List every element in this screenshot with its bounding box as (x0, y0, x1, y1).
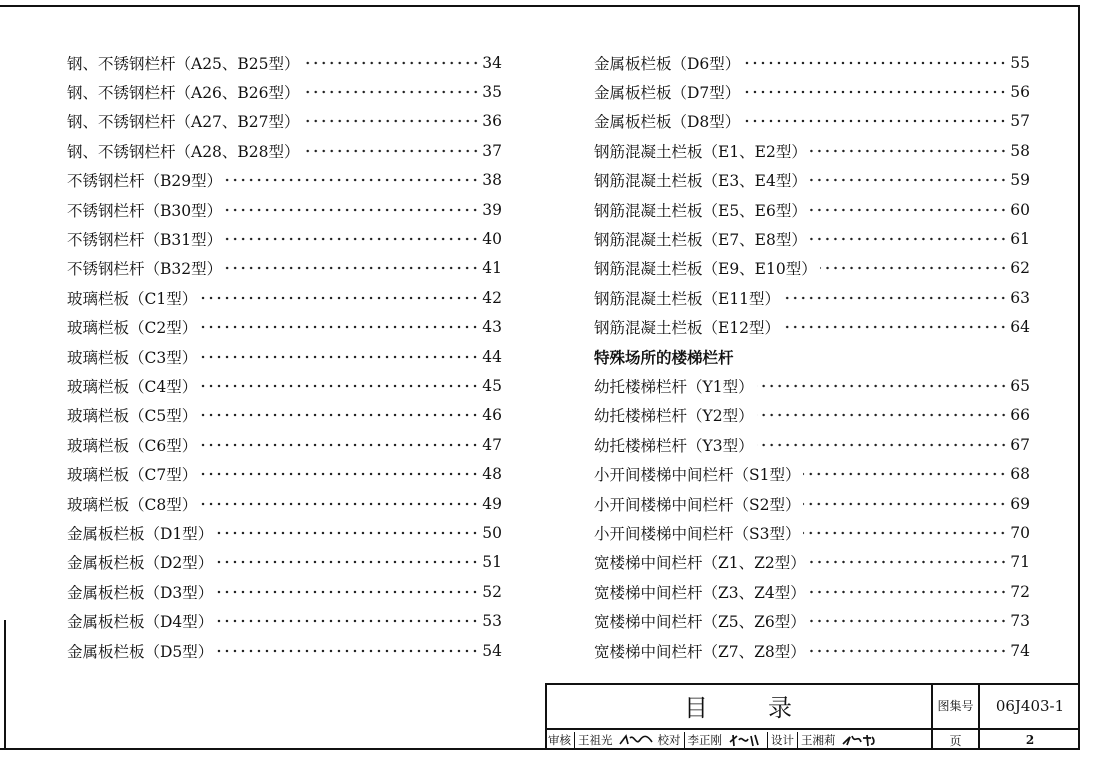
toc-leader-dots (303, 118, 480, 124)
toc-entry (594, 77, 1030, 106)
toc-leader-dots (216, 648, 479, 654)
toc-leader-dots (216, 559, 479, 565)
catalog-title: 目录 (684, 694, 852, 722)
toc-entry-title: 玻璃栏板（C2型） (67, 319, 198, 338)
toc-leader-dots (809, 589, 1008, 595)
toc-entry (67, 489, 502, 518)
toc-entry (594, 430, 1030, 459)
toc-entry-page: 50 (482, 523, 502, 542)
toc-entry-page: 56 (1010, 83, 1030, 102)
toc-entry-page: 47 (482, 435, 502, 454)
toc-entry (67, 606, 502, 635)
toc-entry-page: 36 (482, 112, 502, 131)
toc-entry-page: 61 (1010, 230, 1030, 249)
toc-entry-page: 68 (1010, 465, 1030, 484)
toc-entry-page: 34 (482, 53, 502, 72)
toc-entry-title: 金属板栏板（D5型） (67, 642, 214, 661)
check-label: 校对 (658, 732, 685, 748)
toc-entry-title: 钢筋混凝土栏板（E11型） (594, 289, 781, 308)
toc-leader-dots (809, 559, 1008, 565)
toc-entry (67, 48, 502, 77)
toc-leader-dots (803, 471, 1007, 477)
toc-leader-dots (810, 148, 1007, 154)
toc-entry-title: 钢、不锈钢栏杆（A28、B28型） (67, 142, 300, 161)
toc-leader-dots (216, 530, 479, 536)
toc-entry (67, 548, 502, 577)
toc-entry-title: 钢筋混凝土栏板（E7、E8型） (594, 231, 807, 250)
toc-entry-page: 41 (482, 259, 502, 278)
toc-entry-title: 不锈钢栏杆（B29型） (67, 172, 223, 191)
review-label: 审核 (548, 732, 575, 748)
toc-leader-dots (216, 589, 479, 595)
frame-right-border (1078, 5, 1080, 750)
toc-entry-page: 48 (482, 465, 502, 484)
toc-leader-dots (200, 442, 479, 448)
toc-entry (594, 48, 1030, 77)
toc-entry-page: 39 (482, 200, 502, 219)
toc-leader-dots (809, 618, 1008, 624)
toc-entry-title: 幼托楼梯栏杆（Y2型） (594, 407, 754, 426)
toc-entry-page: 62 (1010, 259, 1030, 278)
toc-entry (594, 518, 1030, 547)
toc-entry-page: 40 (482, 230, 502, 249)
toc-entry (594, 224, 1030, 253)
toc-entry-title: 钢筋混凝土栏板（E5、E6型） (594, 201, 807, 220)
toc-leader-dots (783, 295, 1007, 301)
reviewer-signature-icon (618, 732, 654, 748)
reviewer-name: 王祖光 (578, 733, 613, 747)
toc-entry-page: 35 (482, 83, 502, 102)
toc-entry (67, 577, 502, 606)
toc-leader-dots (200, 324, 479, 330)
toc-entry-title: 小开间楼梯中间栏杆（S2型） (594, 495, 801, 514)
toc-leader-dots (809, 648, 1008, 654)
toc-entry-page: 45 (482, 376, 502, 395)
toc-leader-dots (303, 60, 480, 66)
toc-entry (67, 224, 502, 253)
toc-entry-title: 金属板栏板（D8型） (594, 113, 741, 132)
toc-entry-page: 58 (1010, 141, 1030, 160)
toc-leader-dots (810, 236, 1007, 242)
toc-entry-page: 60 (1010, 200, 1030, 219)
toc-entry (67, 430, 502, 459)
toc-leader-dots (783, 324, 1007, 330)
toc-leader-dots (225, 177, 479, 183)
toc-entry-title: 钢、不锈钢栏杆（A27、B27型） (67, 113, 300, 132)
toc-entry-page: 72 (1010, 582, 1030, 601)
toc-entry (594, 371, 1030, 400)
atlas-number-label: 图集号 (937, 699, 974, 713)
toc-entry-title: 幼托楼梯栏杆（Y1型） (594, 377, 754, 396)
toc-entry-page: 53 (482, 612, 502, 631)
toc-entry (594, 489, 1030, 518)
toc-entry (594, 136, 1030, 165)
toc-entry-page: 74 (1010, 641, 1030, 660)
toc-leader-dots (810, 177, 1007, 183)
toc-entry (67, 342, 502, 371)
toc-entry (594, 577, 1030, 606)
toc-leader-dots (303, 89, 480, 95)
toc-leader-dots (757, 383, 1008, 389)
toc-entry (594, 606, 1030, 635)
toc-entry-title: 不锈钢栏杆（B31型） (67, 231, 223, 250)
toc-leader-dots (225, 265, 479, 271)
toc-entry (67, 195, 502, 224)
toc-entry (67, 518, 502, 547)
checker-name: 李正刚 (687, 733, 722, 747)
toc-entry-title: 玻璃栏板（C5型） (67, 407, 198, 426)
toc-entry-page: 38 (482, 171, 502, 190)
toc-entry-title: 小开间楼梯中间栏杆（S1型） (594, 466, 801, 485)
toc-entry (594, 166, 1030, 195)
toc-entry-title: 钢、不锈钢栏杆（A26、B26型） (67, 84, 300, 103)
toc-entry-title: 钢筋混凝土栏板（E12型） (594, 319, 781, 338)
toc-entry-title: 金属板栏板（D4型） (67, 613, 214, 632)
toc-entry-title: 钢筋混凝土栏板（E9、E10型） (594, 260, 817, 279)
toc-entry-page: 70 (1010, 523, 1030, 542)
toc-leader-dots (216, 618, 479, 624)
toc-leader-dots (810, 207, 1007, 213)
toc-entry (67, 107, 502, 136)
frame-top-border (0, 5, 1080, 7)
page-number: 2 (1025, 733, 1035, 747)
toc-entry (594, 195, 1030, 224)
toc-left-column (67, 48, 502, 665)
toc-entry (594, 636, 1030, 665)
checker-signature-icon (727, 732, 763, 748)
toc-entry-title: 不锈钢栏杆（B30型） (67, 201, 223, 220)
toc-entry-title: 幼托楼梯栏杆（Y3型） (594, 436, 754, 455)
toc-entry-page: 52 (482, 582, 502, 601)
frame-left-border (4, 620, 6, 750)
toc-entry (67, 401, 502, 430)
toc-leader-dots (803, 530, 1007, 536)
toc-entry-page: 43 (482, 318, 502, 337)
toc-entry (67, 254, 502, 283)
toc-entry (67, 636, 502, 665)
toc-entry (67, 77, 502, 106)
toc-entry-page: 59 (1010, 171, 1030, 190)
toc-entry-page: 73 (1010, 612, 1030, 631)
toc-entry-page: 69 (1010, 494, 1030, 513)
toc-leader-dots (200, 412, 479, 418)
toc-entry-page: 65 (1010, 376, 1030, 395)
toc-entry-page: 42 (482, 288, 502, 307)
toc-entry (67, 459, 502, 488)
toc-leader-dots (200, 383, 479, 389)
title-block (545, 683, 1080, 750)
toc-entry-page: 71 (1010, 553, 1030, 572)
toc-entry-title: 金属板栏板（D1型） (67, 524, 214, 543)
designer-name: 王湘莉 (801, 733, 836, 747)
toc-entry-page: 66 (1010, 406, 1030, 425)
toc-entry-page: 67 (1010, 435, 1030, 454)
toc-entry-title: 钢筋混凝土栏板（E1、E2型） (594, 142, 807, 161)
toc-entry-title: 宽楼梯中间栏杆（Z3、Z4型） (594, 583, 806, 602)
toc-entry-title: 玻璃栏板（C6型） (67, 436, 198, 455)
toc-leader-dots (303, 148, 480, 154)
toc-leader-dots (757, 412, 1008, 418)
toc-entry-page: 49 (482, 494, 502, 513)
toc-entry-page: 46 (482, 406, 502, 425)
signature-row (545, 730, 931, 750)
toc-leader-dots (820, 265, 1008, 271)
toc-entry (67, 371, 502, 400)
toc-entry-title: 宽楼梯中间栏杆（Z5、Z6型） (594, 613, 806, 632)
designer-signature-icon (841, 732, 877, 748)
toc-leader-dots (200, 471, 479, 477)
toc-entry-title: 小开间楼梯中间栏杆（S3型） (594, 524, 801, 543)
toc-leader-dots (200, 295, 479, 301)
toc-entry-title: 玻璃栏板（C1型） (67, 289, 198, 308)
design-label: 设计 (767, 732, 798, 748)
toc-leader-dots (757, 442, 1008, 448)
toc-entry (594, 401, 1030, 430)
toc-leader-dots (803, 501, 1007, 507)
toc-leader-dots (200, 501, 479, 507)
toc-leader-dots (225, 236, 479, 242)
toc-entry (594, 459, 1030, 488)
toc-leader-dots (743, 89, 1007, 95)
toc-right-column (594, 48, 1030, 665)
toc-leader-dots (225, 207, 479, 213)
toc-entry-page: 55 (1010, 53, 1030, 72)
toc-entry-title: 玻璃栏板（C7型） (67, 466, 198, 485)
toc-entry-page: 54 (482, 641, 502, 660)
toc-entry (67, 166, 502, 195)
toc-entry-page: 57 (1010, 112, 1030, 131)
toc-leader-dots (743, 60, 1007, 66)
toc-entry-title: 金属板栏板（D6型） (594, 54, 741, 73)
toc-leader-dots (200, 354, 479, 360)
toc-entry-title: 金属板栏板（D2型） (67, 554, 214, 573)
toc-entry-title: 金属板栏板（D3型） (67, 583, 214, 602)
toc-entry-title: 钢、不锈钢栏杆（A25、B25型） (67, 54, 300, 73)
toc-entry (594, 107, 1030, 136)
toc-section-heading (594, 342, 1030, 371)
toc-entry-title: 玻璃栏板（C8型） (67, 495, 198, 514)
atlas-number: 06J403-1 (995, 696, 1065, 715)
toc-entry-title: 玻璃栏板（C3型） (67, 348, 198, 367)
toc-entry-title: 不锈钢栏杆（B32型） (67, 260, 223, 279)
toc-entry-page: 64 (1010, 318, 1030, 337)
toc-entry-title: 宽楼梯中间栏杆（Z1、Z2型） (594, 554, 806, 573)
toc-entry (594, 313, 1030, 342)
toc-entry (594, 283, 1030, 312)
toc-entry-title: 玻璃栏板（C4型） (67, 377, 198, 396)
toc-entry-page: 44 (482, 347, 502, 366)
page-label: 页 (949, 733, 962, 748)
toc-entry (594, 254, 1030, 283)
toc-leader-dots (743, 118, 1007, 124)
toc-entry (594, 548, 1030, 577)
toc-entry-page: 63 (1010, 288, 1030, 307)
toc-entry (67, 283, 502, 312)
toc-entry-title: 钢筋混凝土栏板（E3、E4型） (594, 172, 807, 191)
toc-entry-title: 金属板栏板（D7型） (594, 84, 741, 103)
toc-entry-page: 37 (482, 141, 502, 160)
toc-entry (67, 313, 502, 342)
toc-entry-title: 特殊场所的楼梯栏杆 (594, 348, 734, 367)
toc-entry (67, 136, 502, 165)
toc-entry-page: 51 (482, 553, 502, 572)
toc-entry-title: 宽楼梯中间栏杆（Z7、Z8型） (594, 642, 806, 661)
